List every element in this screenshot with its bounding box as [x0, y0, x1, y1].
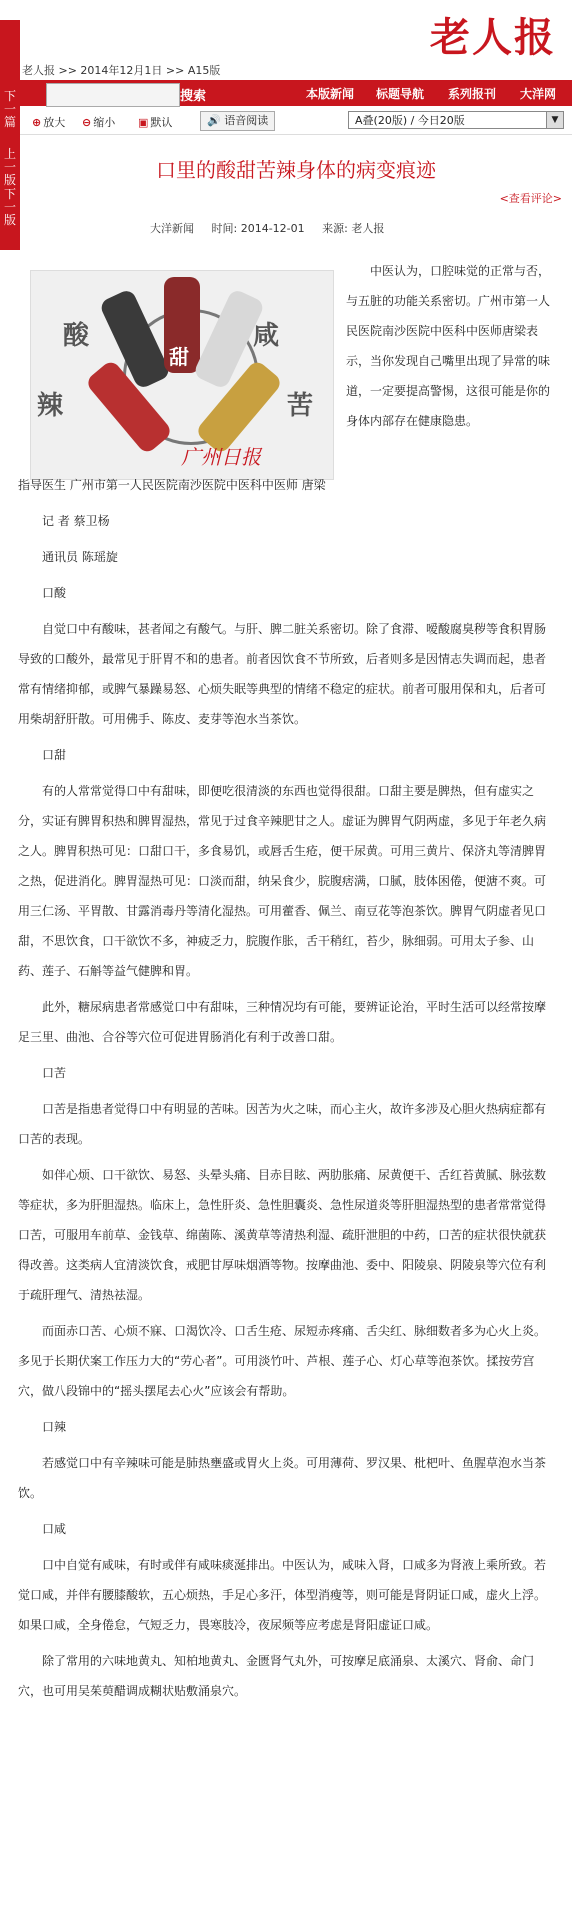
paragraph: 自觉口中有酸味，甚者闻之有酸气。与肝、脾二脏关系密切。除了食滞、嗳酸腐臭秽等食积胃肠导致的口酸外，最常见于肝胃不和的患者。前者因饮食不节所致，后者则多是因情志失调而起，患者常有情绪抑郁，或脾气暴躁易怒、心烦失眠等典型的情绪不稳定的症状。前者可服用保和丸，后者可用柴胡舒肝散。可用佛手、陈皮、麦芽等泡水当茶饮。: [18, 622, 547, 726]
paragraph-doctor: 指导医生 广州市第一人民医院南沙医院中医科中医师 唐梁: [18, 478, 326, 492]
article-intro: [346, 256, 552, 436]
intro-paragraph: 中医认为，口腔味觉的正常与否，与五脏的功能关系密切。广州市第一人民医院南沙医院中医科中医师唐梁表示，当你发现自己嘴里出现了异常的味道，一定要提高警惕，这很可能是你的身体内部存在健康隐患。: [346, 264, 551, 428]
edition-select[interactable]: [348, 111, 564, 129]
paragraph: 此外，糖尿病患者常感觉口中有甜味，三种情况均有可能，要辨证论治，平时生活可以经常按摩足三里、曲池、合谷等穴位可促进胃肠消化有利于改善口甜。: [18, 1000, 547, 1044]
header: [20, 0, 572, 60]
taste-salty: 咸: [253, 321, 280, 351]
side-nav: [0, 20, 20, 250]
edition-select-value: A叠(20版) / 今日20版: [355, 114, 465, 127]
taste-spicy: 辣: [37, 391, 64, 421]
paragraph: 口中自觉有咸味，有时或伴有咸味痰涎排出。中医认为，咸味入肾，口咸多为肾液上乘所致。若觉口咸，并伴有腰膝酸软，五心烦热，手足心多汗，体型消瘦等，则可能是肾阴证口咸，虚火上浮。如果口咸，全身倦怠，气短乏力，畏寒肢冷，夜尿频等应考虑是肾阳虚证口咸。: [18, 1558, 547, 1632]
article-body: [18, 470, 554, 1712]
zoom-out-icon: ⊖: [82, 116, 92, 129]
paragraph: 若感觉口中有辛辣味可能是肺热壅盛或胃火上炎。可用薄荷、罗汉果、枇杷叶、鱼腥草泡水当茶饮。: [18, 1456, 547, 1500]
taste-sour: 酸: [63, 321, 90, 351]
nav-current-edition-news[interactable]: 本版新闻: [306, 87, 355, 101]
taste-bitter: 苦: [287, 391, 314, 421]
watermark-logo: 广州日报: [181, 445, 261, 469]
nav-headline-navigation[interactable]: 标题导航: [376, 87, 425, 101]
search-input[interactable]: [46, 83, 180, 107]
meta-source-site: 大洋新闻: [150, 222, 194, 235]
chevron-down-icon: ▼: [546, 112, 563, 128]
newspaper-logo: 老人报: [430, 14, 556, 61]
section-heading-sour: 口酸: [42, 586, 67, 600]
next-edition-link[interactable]: 下一版: [3, 187, 16, 227]
paragraph: 而面赤口苦、心烦不寐、口渴饮冷、口舌生疮、尿短赤疼痛、舌尖红、脉细数者多为心火上炎。多见于长期伏案工作压力大的“劳心者”。可用淡竹叶、芦根、莲子心、灯心草等泡茶饮。揉按劳宫穴，做八段锦中的“摇头摆尾去心火”应该会有帮助。: [18, 1324, 547, 1398]
paragraph: 口苦是指患者觉得口中有明显的苦味。因苦为火之味，而心主火，故许多涉及心胆火热病症都有口苦的表现。: [18, 1102, 547, 1146]
zoom-in-label: 放大: [43, 116, 66, 129]
search-button[interactable]: 搜索: [180, 89, 207, 104]
article-meta: [150, 220, 398, 236]
prev-article-link[interactable]: 下一篇: [3, 89, 16, 129]
zoom-out-button[interactable]: [82, 114, 115, 130]
meta-time: 时间: 2014-12-01: [211, 222, 305, 235]
zoom-in-icon: ⊕: [32, 116, 42, 129]
article-title: 口里的酸甜苦辣身体的病变痕迹: [156, 158, 436, 182]
default-size-button[interactable]: [138, 114, 172, 130]
default-icon: ▣: [138, 116, 149, 129]
default-label: 默认: [150, 116, 173, 129]
voice-read-label: 语音阅读: [224, 114, 269, 127]
breadcrumb: 老人报 >> 2014年12月1日 >> A15版: [22, 64, 221, 77]
paragraph-reporter: 记 者 蔡卫杨: [42, 514, 110, 528]
top-nav-bar: [20, 80, 572, 106]
nav-series-publications[interactable]: 系列报刊: [448, 87, 497, 101]
paragraph: 如伴心烦、口干欲饮、易怒、头晕头痛、目赤目眩、两肋胀痛、尿黄便干、舌红苔黄腻、脉弦数等症状，多为肝胆湿热。临床上，急性肝炎、急性胆囊炎、急性尿道炎等肝胆湿热型的患者常常觉得口苦，可服用车前草、金钱草、绵菌陈、溪黄草等清热利湿、疏肝泄胆的中药，口苦的症状很快就获得改善。这类病人宜清淡饮食，戒肥甘厚味烟酒等物。按摩曲池、委中、阳陵泉、阴陵泉等穴位有利于疏肝理气、清热祛湿。: [18, 1168, 547, 1302]
paragraph: 除了常用的六味地黄丸、知柏地黄丸、金匮肾气丸外，可按摩足底涌泉、太溪穴、肾俞、命门穴，也可用吴茱萸醋调成糊状贴敷涌泉穴。: [18, 1654, 535, 1698]
reading-toolbar: [20, 108, 572, 135]
section-heading-sweet: 口甜: [42, 748, 67, 762]
section-heading-salty: 口咸: [42, 1522, 67, 1536]
paragraph-correspondent: 通讯员 陈瑶旋: [42, 550, 118, 564]
zoom-in-button[interactable]: [32, 114, 65, 130]
voice-read-button[interactable]: [200, 111, 275, 131]
speaker-icon: 🔊: [207, 114, 221, 127]
nav-dayoo-site[interactable]: 大洋网: [520, 87, 557, 101]
paragraph: 有的人常常觉得口中有甜味，即便吃很清淡的东西也觉得很甜。口甜主要是脾热，但有虚实之分，实证有脾胃积热和脾胃湿热，常见于过食辛辣肥甘之人。虚证为脾胃气阴两虚，多见于年老久病之人。脾胃积热可见：口甜口干，多食易饥，或唇舌生疮，便干尿黄。可用三黄片、保济丸等清脾胃之热，促进消化。脾胃湿热可见：口淡而甜，纳呆食少，脘腹痞满，口腻，肢体困倦，便溏不爽。可用三仁汤、平胃散、甘露消毒丹等清化湿热。可用藿香、佩兰、南豆花等泡茶饮。脾胃气阴虚者见口甜，不思饮食，口干欲饮不多，神疲乏力，脘腹作胀，舌干稍红，苔少，脉细弱。可用太子参、山药、莲子、石斛等益气健脾和胃。: [18, 784, 547, 978]
taste-sweet: 甜: [169, 345, 189, 369]
section-heading-spicy: 口辣: [42, 1420, 67, 1434]
article-image: [30, 270, 334, 480]
view-comments-link[interactable]: <查看评论>: [499, 192, 562, 205]
zoom-out-label: 缩小: [93, 116, 116, 129]
section-heading-bitter: 口苦: [42, 1066, 67, 1080]
prev-edition-link[interactable]: 上一版: [3, 147, 16, 187]
meta-source: 来源: 老人报: [322, 222, 385, 235]
